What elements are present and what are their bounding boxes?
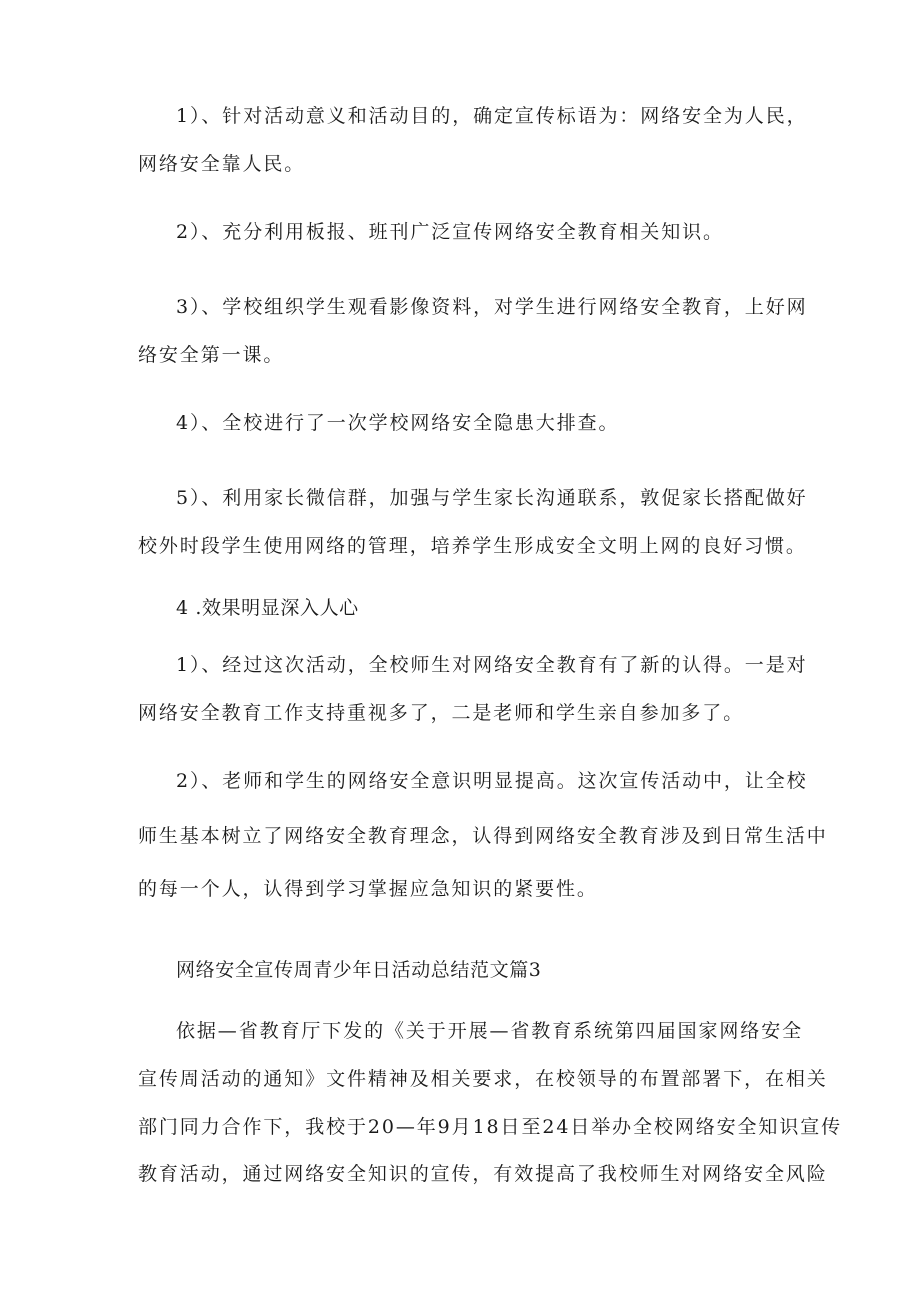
paragraph-line: 1）、针对活动意义和活动目的，确定宣传标语为：网络安全为人民， [176,105,808,127]
paragraph-line: 网络安全教育工作支持重视多了，二是老师和学生亲自参加多了。 [138,702,745,724]
paragraph-line: 教育活动，通过网络安全知识的宣传，有效提高了我校师生对网络安全风险 [138,1163,828,1185]
article-title: 网络安全宣传周青少年日活动总结范文篇3 [176,959,542,981]
paragraph-line: 的每一个人，认得到学习掌握应急知识的紧要性。 [138,878,598,900]
section-heading: 4 .效果明显深入人心 [176,597,359,619]
paragraph-line: 3）、学校组织学生观看影像资料，对学生进行网络安全教育，上好网 [176,296,808,318]
paragraph-line: 2）、充分利用板报、班刊广泛宣传网络安全教育相关知识。 [176,221,724,243]
paragraph-line: 宣传周活动的通知》文件精神及相关要求，在校领导的布置部署下，在相关 [138,1068,828,1090]
paragraph-line: 2）、老师和学生的网络安全意识明显提高。这次宣传活动中，让全校 [176,770,808,792]
paragraph-line: 网络安全靠人民。 [138,153,306,175]
paragraph-line: 校外时段学生使用网络的管理，培养学生形成安全文明上网的良好习惯。 [138,535,807,557]
paragraph-line: 依据—省教育厅下发的《关于开展—省教育系统第四届国家网络安全 [176,1020,804,1042]
paragraph-line: 络安全第一课。 [138,344,285,366]
paragraph-line: 4）、全校进行了一次学校网络安全隐患大排查。 [176,412,620,434]
paragraph-line: 师生基本树立了网络安全教育理念，认得到网络安全教育涉及到日常生活中 [138,825,828,847]
paragraph-line: 5）、利用家长微信群，加强与学生家长沟通联系，敦促家长搭配做好 [176,487,808,509]
paragraph-line: 1）、经过这次活动，全校师生对网络安全教育有了新的认得。一是对 [176,654,808,676]
paragraph-line: 部门同力合作下，我校于20—年9月18日至24日举办全校网络安全知识宣传 [138,1116,843,1138]
